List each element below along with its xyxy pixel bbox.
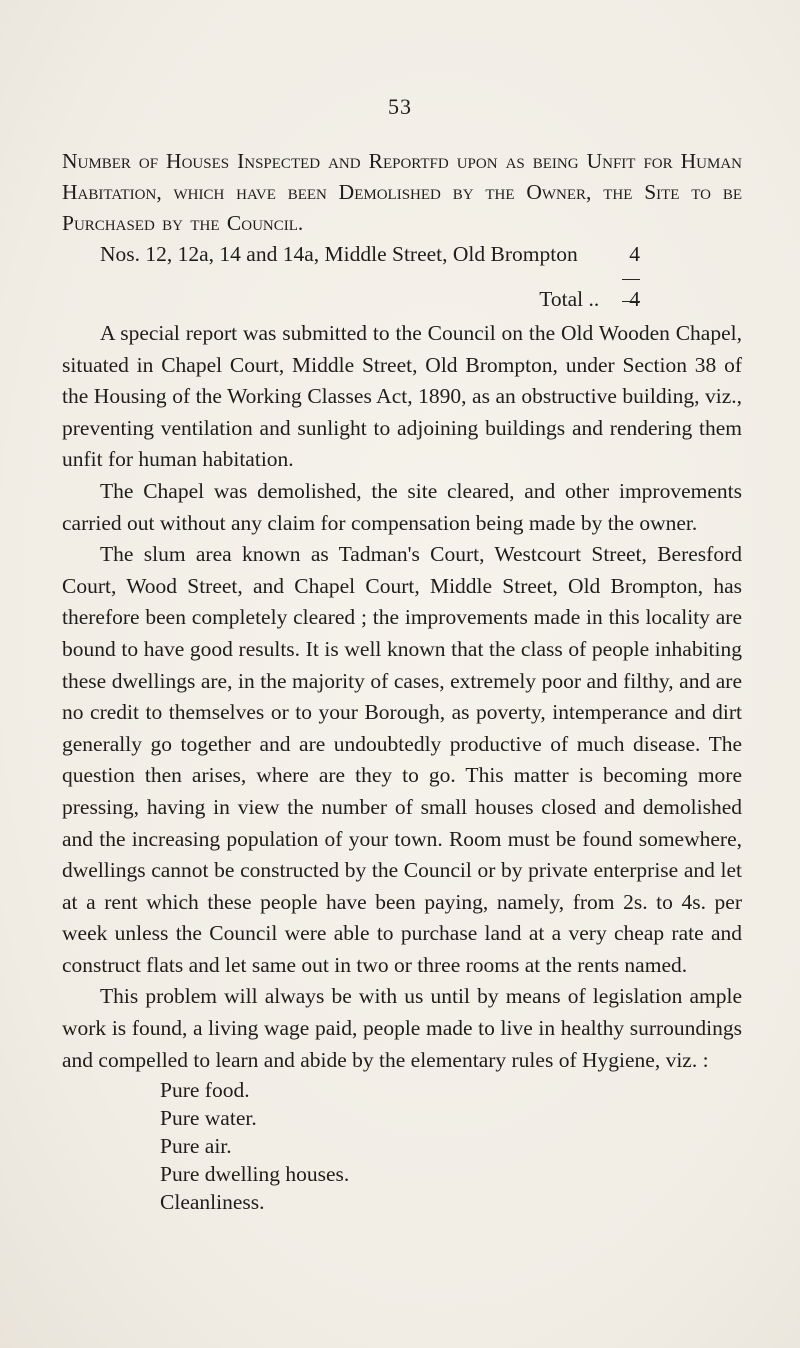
paragraph-slum-area: The slum area known as Tadman's Court, Westcourt Street, Beresford Court, Wood Street, and Chapel Court, Middle Street, Old Brompton, has therefore been completely cleared ; the improvements made in this locality are bound to have good results. It is well known that the class of people inhabiting these dwellings are, in the majority of cases, extremely poor and filthy, and are no credit to themselves or to your Borough, as poverty, intemperance and dirt generally go together and are undoubtedly productive of much disease. The question then arises, where are they to go. This matter is becoming more pressing, having in view the number of small houses closed and demolished and the increasing population of your town. Room must be found somewhere, dwellings cannot be constructed by the Council or by private enterprise and let at a rent which these people have been paying, namely, from 2s. to 4s. per week unless the Council were able to purchase land at a very cheap rate and construct flats and let same out in two or three rooms at the rents named.: [62, 542, 742, 977]
section-heading: Number of Houses Inspected and Reportfd upon as being Unfit for Human Habitation, which have been Demolished by the Owner, the Site to be Purchased by the Council.: [62, 149, 742, 235]
page-number: 53: [388, 94, 412, 119]
entry-count: 4: [629, 242, 640, 266]
entry-label: Nos. 12, 12a, 14 and 14a, Middle Street, Old Brompton: [100, 242, 578, 266]
sum-rule-bottom: [622, 301, 640, 302]
paragraph-legislation: This problem will always be with us until by means of legislation ample work is found, a living wage paid, people made to live in healthy surroundings and compelled to learn and abide by the elementary rules of Hygiene, viz. :: [62, 984, 742, 1072]
total-label: Total ..: [539, 287, 600, 311]
list-item: Pure water.: [160, 1106, 257, 1131]
houses-entry-row: [100, 239, 640, 270]
list-item: Pure food.: [160, 1078, 250, 1103]
sum-rule-top: [622, 279, 640, 280]
total-count: 4: [629, 287, 640, 311]
list-item: Pure dwelling houses.: [160, 1162, 350, 1187]
paragraph-chapel-demolished: The Chapel was demolished, the site cleared, and other improvements carried out without any claim for compensation being made by the owner.: [62, 478, 742, 535]
total-row: [100, 284, 640, 315]
list-item: Cleanliness.: [160, 1190, 265, 1215]
hygiene-rules-list: [62, 1076, 742, 1216]
body-text: [62, 318, 742, 1216]
list-item: Pure air.: [160, 1134, 232, 1159]
paragraph-chapel-report: A special report was submitted to the Council on the Old Wooden Chapel, situated in Chapel Court, Middle Street, Old Brompton, under Section 38 of the Housing of the Working Classes Act, 1890, as an obstructive building, viz., preventing ventilation and sunlight to adjoining buildings and rendering them unfit for human habitation.: [62, 321, 742, 472]
